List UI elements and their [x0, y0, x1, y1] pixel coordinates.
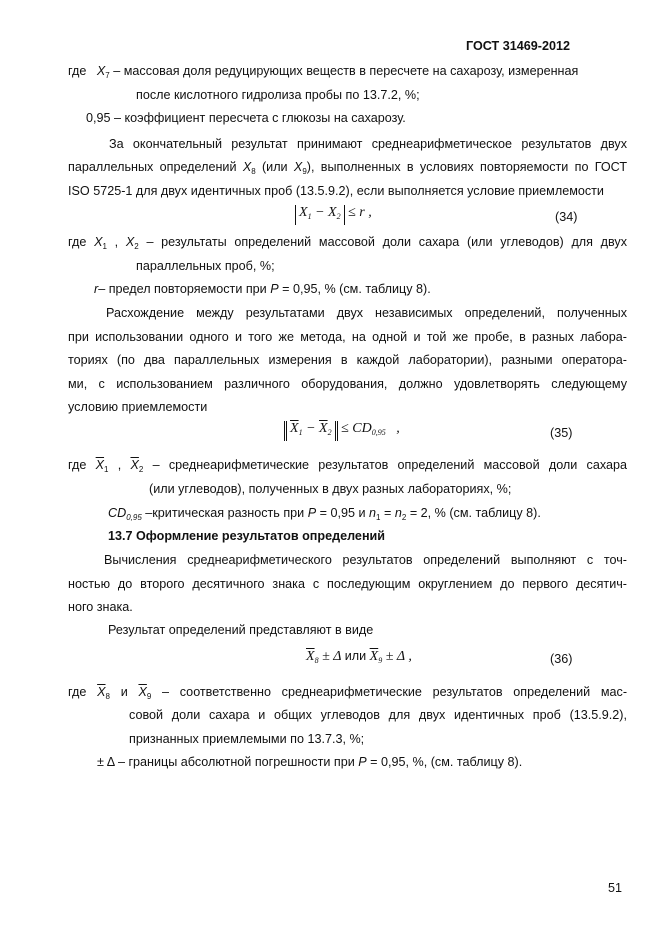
- definition-mean-x1-x2: где $\overline{X}_1$ , $\overline{X}_2$ – среднеарифметические результатов определений массовой доли сахара: [68, 458, 628, 474]
- paragraph-discrepancy-l2: при использовании одного и того же метода, на одной и той же пробе, в разных лабора-: [68, 330, 627, 344]
- coefficient-line: 0,95 – коэффициент пересчета с глюкозы на сахарозу.: [86, 111, 406, 125]
- equation-36: $\overline{X}_8 \pm \Delta$ или $\overline{X}_9 \pm \Delta$ ,: [306, 649, 412, 665]
- paragraph-final-result-l3: ISO 5725-1 для двух идентичных проб (13.5.9.2), если выполняется условие приемлемости: [68, 184, 604, 198]
- definition-mean-x8-x9-l3: признанных приемлемыми по 13.7.3, %;: [129, 732, 365, 746]
- standard-header: ГОСТ 31469-2012: [466, 39, 570, 53]
- definition-mean-cont: (или углеводов), полученных в двух разных лабораториях, %;: [149, 482, 512, 496]
- paragraph-calculation-l3: ного знака.: [68, 600, 133, 614]
- definition-cd: $CD_{0,95}$ –критическая разность при P = 0,95 и $n_1 = n_2 = 2$, % (см. таблицу 8).: [108, 506, 541, 522]
- paragraph-discrepancy-l4: ми, с использованием различного оборудования, должно удовлетворять следующему: [68, 377, 627, 391]
- paragraph-final-result-l2: параллельных определений $X_8$ (или $X_9$), выполненных в условиях повторяемости по ГОСТ: [68, 160, 628, 176]
- equation-35-number: (35): [550, 426, 573, 440]
- definition-mean-x8-x9-l2: совой доли сахара и общих углеводов для двух идентичных проб (13.5.9.2),: [129, 708, 627, 722]
- page-number: 51: [608, 881, 623, 895]
- equation-36-number: (36): [550, 652, 573, 666]
- equation-34: $X_1 - X_2 \le r$ ,: [295, 205, 372, 225]
- equation-35: $\overline{X}_1 - \overline{X}_2 \le CD_{0,95}$ ,: [284, 421, 400, 441]
- paragraph-discrepancy-l1: Расхождение между результатами двух независимых определений, полученных: [106, 306, 627, 320]
- paragraph-calculation-l2: ностью до второго десятичного знака с последующим округлением до первого десятич-: [68, 577, 627, 591]
- equation-34-number: (34): [555, 210, 578, 224]
- definition-x7-cont: после кислотного гидролиза пробы по 13.7.2, %;: [136, 88, 420, 102]
- definition-r: r– предел повторяемости при P = 0,95, % (см. таблицу 8).: [94, 282, 431, 296]
- paragraph-calculation-l1: Вычисления среднеарифметического результатов определений выполняют с точ-: [104, 553, 627, 567]
- paragraph-discrepancy-l5: условию приемлемости: [68, 400, 208, 414]
- paragraph-discrepancy-l3: ториях (по два параллельных измерения в каждой лаборатории), разными оператора-: [68, 353, 627, 367]
- paragraph-final-result-l1: За окончательный результат принимают среднеарифметическое результатов двух: [109, 137, 627, 151]
- definition-x1-x2: где $X_1$ , $X_2$ – результаты определений массовой доли сахара (или углеводов) для двух: [68, 235, 628, 251]
- definition-x1-x2-cont: параллельных проб, %;: [136, 259, 275, 273]
- section-heading: 13.7 Оформление результатов определений: [108, 529, 386, 543]
- definition-delta: ± Δ – границы абсолютной погрешности при P = 0,95, %, (см. таблицу 8).: [97, 755, 523, 769]
- definition-x7: где $X_7$ – массовая доля редуцирующих веществ в пересчете на сахарозу, измеренная: [68, 64, 579, 80]
- result-presentation: Результат определений представляют в виде: [108, 623, 374, 637]
- definition-mean-x8-x9: где $\overline{X}_8$ и $\overline{X}_9$ – соответственно среднеарифметические результатов определений мас-: [68, 685, 628, 701]
